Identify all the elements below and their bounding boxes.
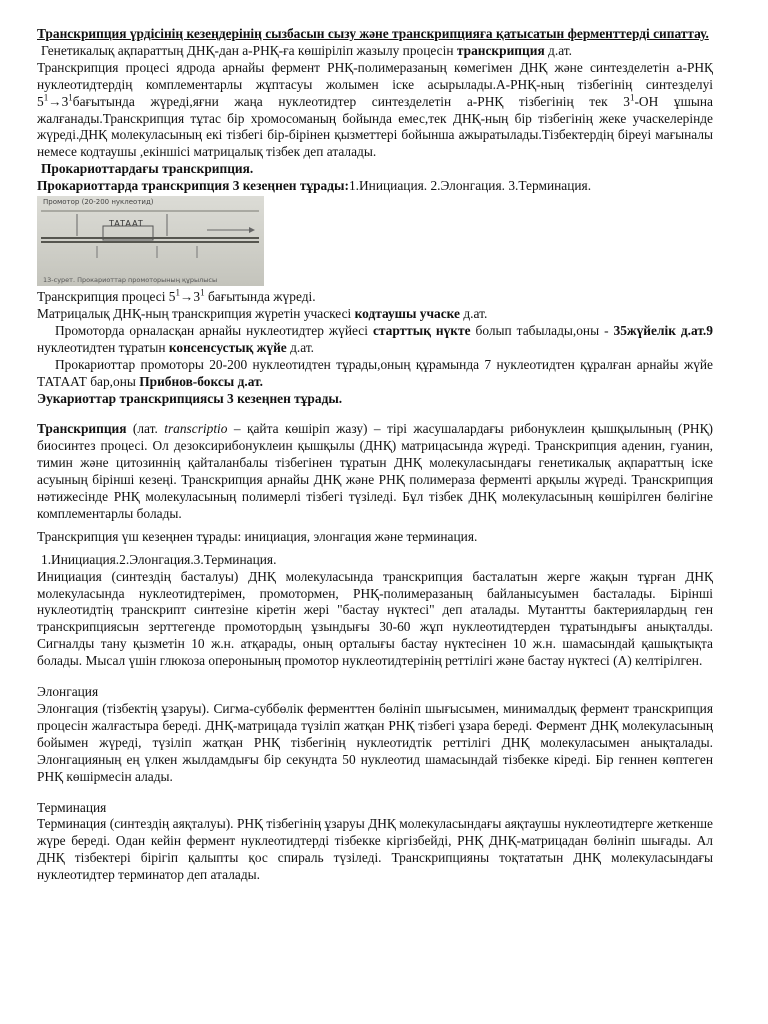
heading-elongation: Элонгация bbox=[37, 684, 99, 700]
paragraph-coding-site bbox=[37, 306, 713, 323]
text-span: Генетикалық ақпараттың ДНҚ-дан а-РНҚ-ға көшіріліп жазылу процесін bbox=[41, 42, 457, 58]
paragraph-start-point bbox=[37, 323, 713, 357]
bold-term: Транскрипция bbox=[37, 421, 127, 437]
paragraph-elongation: Элонгация (тізбектің ұзаруы). Сигма-суббөлік ферменттен бөлініп шығысымен, минималдық фермент транскрипция процесін жалғастыра береді. ДНҚ-матрицада түзіліп жатқан РНҚ тізбегі ұзара береді. Фермент ДНҚ молекуласының бойымен жүреді, түзіліп жатқан РНҚ тізбегінің нуклеотидтік реттілігі ДНҚ молекуласымен анықталады. Элонгацияның ең үлкен жылдамдығы бір секундта 50 нуклеотид шамасындай тізбекке кіреді. Бір геннен көптеген РНҚ көшірмесін алады. bbox=[37, 701, 713, 784]
text-span: болып табылады,оны - bbox=[470, 322, 614, 338]
heading-termination: Терминация bbox=[37, 799, 107, 815]
paragraph-prok-stages bbox=[37, 178, 713, 195]
paragraph-definition bbox=[37, 43, 713, 60]
paragraph-three-stages: Транскрипция үш кезеңнен тұрады: инициация, элонгация және терминация. bbox=[37, 528, 478, 544]
bold-term: транскрипция bbox=[456, 42, 545, 58]
text-span: д.ат. bbox=[460, 305, 488, 321]
spacer bbox=[37, 407, 713, 421]
text-span: 3 bbox=[193, 289, 201, 305]
text-span: бағытында жүреді,яғни жаңа нуклеотидтер синтезделетін а-РНҚ тізбегінің тек 3 bbox=[72, 93, 630, 109]
spacer bbox=[37, 786, 713, 800]
spacer bbox=[37, 670, 713, 684]
paragraph-termination: Терминация (синтездің аяқталуы). РНҚ тізбегінің ұзаруы ДНҚ молекуласындағы аяқтаушы нуклеотидтерге жеткенше жүре береді. Одан кейін фермент нуклеотидтерді тізбекке кіргізбейді, РНҚ ДНҚ-матрицадан бөлініп шығады. Ал ДНҚ тізбектері бірігіп қалыпты қос спираль түзіледі. Транскрипцияны тоқтататын ДНҚ молекуласындағы нуклеотидтер терминатор деп аталады. bbox=[37, 816, 713, 883]
superscript: 1 bbox=[200, 287, 205, 298]
bold-term: консенсустық жүйе bbox=[168, 339, 287, 355]
promoter-figure-image bbox=[37, 196, 264, 286]
paragraph-transcription-definition bbox=[37, 421, 713, 522]
text-span: Транскрипция процесі 5 bbox=[37, 289, 176, 305]
text-span: Транскрипция процесі ядрода арнайы фермент РНҚ-полимеразаның көмегімен ДНҚ және синтезделетін а-РНҚ нуклеотидтердің комплементарлы жұптасуы жолымен іске асырылады.А-РНҚ-ның тізбегінің синтезделуі 5 bbox=[37, 59, 713, 109]
stages-list: 1.Инициация.2.Элонгация.3.Терминация. bbox=[41, 551, 277, 567]
text-span: Промотордa орналасқан арнайы нуклеотидтер жүйесі bbox=[55, 322, 373, 338]
paragraph-pribnow-box bbox=[37, 357, 713, 391]
superscript: 1 bbox=[43, 92, 49, 103]
bold-term: старттық нүкте bbox=[372, 322, 471, 338]
text-span: нуклеотидтен тұратын bbox=[37, 339, 169, 355]
latin-term: transcriptio bbox=[164, 421, 228, 437]
figure-caption-top: Промотор (20-200 нуклеотид) bbox=[43, 198, 154, 207]
bold-term: Прибнов-боксы д.ат. bbox=[139, 373, 263, 389]
text-span: – қайта көшіріп жазу) – тірі жасушалардағы рибонуклеин қышқылының (РНҚ) биосинтез процесі. Ол дезоксирибонуклеин қышқылы (ДНҚ) матрицасында жүреді. Транскрипция аденин, гуанин, тимин және цитозиннің қайталанбалы тізбегінен тұратын ДНҚ молекуласындағы генетикалық ақпараттың іске асуының бірінші кезеңі. Транскрипция арнайы ДНҚ және РНҚ полимераза ферменті арқылы жүреді. Транскрипция нәтижесінде РНҚ молекуласының полимерлі тізбегі түзіледі. Бұл тізбек ДНҚ молекуласының көшірілген бөлігіне комплементарлы болады. bbox=[37, 421, 713, 521]
text-span: (лат. bbox=[126, 421, 165, 437]
promoter-diagram bbox=[37, 196, 264, 286]
document-title: Транскрипция үрдісінің кезеңдерінің сызбасын сызу және транскрипцияға қатысатын ферменттерді сипаттау. bbox=[37, 26, 709, 41]
text-span: бағытында жүреді. bbox=[204, 289, 316, 305]
superscript: 1 bbox=[629, 92, 635, 103]
text-span: Матрицалық ДНҚ-ның транскрипция жүретін учаскесі bbox=[37, 305, 355, 321]
text-span: -ОН ұшына жалғанады.Транскрипция тұтас бір хромосоманың бойында емес,тек ДНҚ-ның бір тізбегінің жеке учаскелерінде жүреді.ДНҚ молекуласының екі тізбегі бір-бірінен қызметтері бойынша ажыратылады.Тізбектердің біреуі мағыналы немесе кодтаушы ,екіншісі матрицалық тізбек деп аталады. bbox=[37, 93, 713, 160]
bold-term: Прокариоттарда транскрипция 3 кезеңнен тұрады: bbox=[37, 178, 349, 194]
figure-caption: 13-сурет. Прокариоттар промоторының құрылысы bbox=[43, 276, 218, 285]
arrow-symbol: → bbox=[48, 93, 62, 109]
heading-eukaryotes: Эукариоттар транскрипциясы 3 кезеңнен тұрады. bbox=[37, 390, 343, 406]
text-span: 3 bbox=[61, 93, 69, 109]
text-span: д.ат. bbox=[286, 339, 315, 355]
arrow-symbol: → bbox=[180, 289, 194, 305]
bold-term: кодтаушы учаске bbox=[354, 305, 461, 321]
superscript: 1 bbox=[175, 287, 180, 298]
heading-prokaryotes: Прокариоттардағы транскрипция. bbox=[41, 161, 254, 177]
text-span: Прокариоттар промоторы 20-200 нуклеотидтен тұрады,оның құрамында 7 нуклеотидтен құралған арнайы жүйе ТАТААТ бар,оны bbox=[37, 356, 713, 389]
text-span: д.ат. bbox=[544, 42, 572, 58]
bold-term: 35жүйелік д.ат.9 bbox=[613, 322, 713, 338]
paragraph-process bbox=[37, 60, 713, 161]
superscript: 1 bbox=[68, 92, 73, 103]
figure-box-label: TATAAT bbox=[109, 219, 144, 229]
paragraph-initiation: Инициация (синтездің басталуы) ДНҚ молекуласында транскрипция басталатын жерге жақын тұрған ДНҚ молекуласында нуклеотидтерімен, промотормен, РНҚ-полимеразаның байланысуымен басталады. Бірінші нуклеотидтің транскрипт синтезіне кіретін жері "бастау нүктесі" деп аталады. Мутантты бактериялардың ген транскрипциясын зерттегенде промотордың ұзындығы 30-60 жұп нуклеотидтерден тұратындығы анықталды. Сигналды тану қызметін 10 ж.н. атқарады, оның орталығы бастау нүктесінен 10 ж.н. шамасындай қашықтықта болады. Мысал үшін глюкоза оперонының промотор нуклеотидтерінің реттілігі және бастау нүктесі (А) келтірілген. bbox=[37, 568, 713, 669]
paragraph-direction bbox=[37, 289, 713, 306]
document-page bbox=[37, 26, 713, 884]
text-span: 1.Инициация. 2.Элонгация. 3.Терминация. bbox=[348, 178, 592, 194]
